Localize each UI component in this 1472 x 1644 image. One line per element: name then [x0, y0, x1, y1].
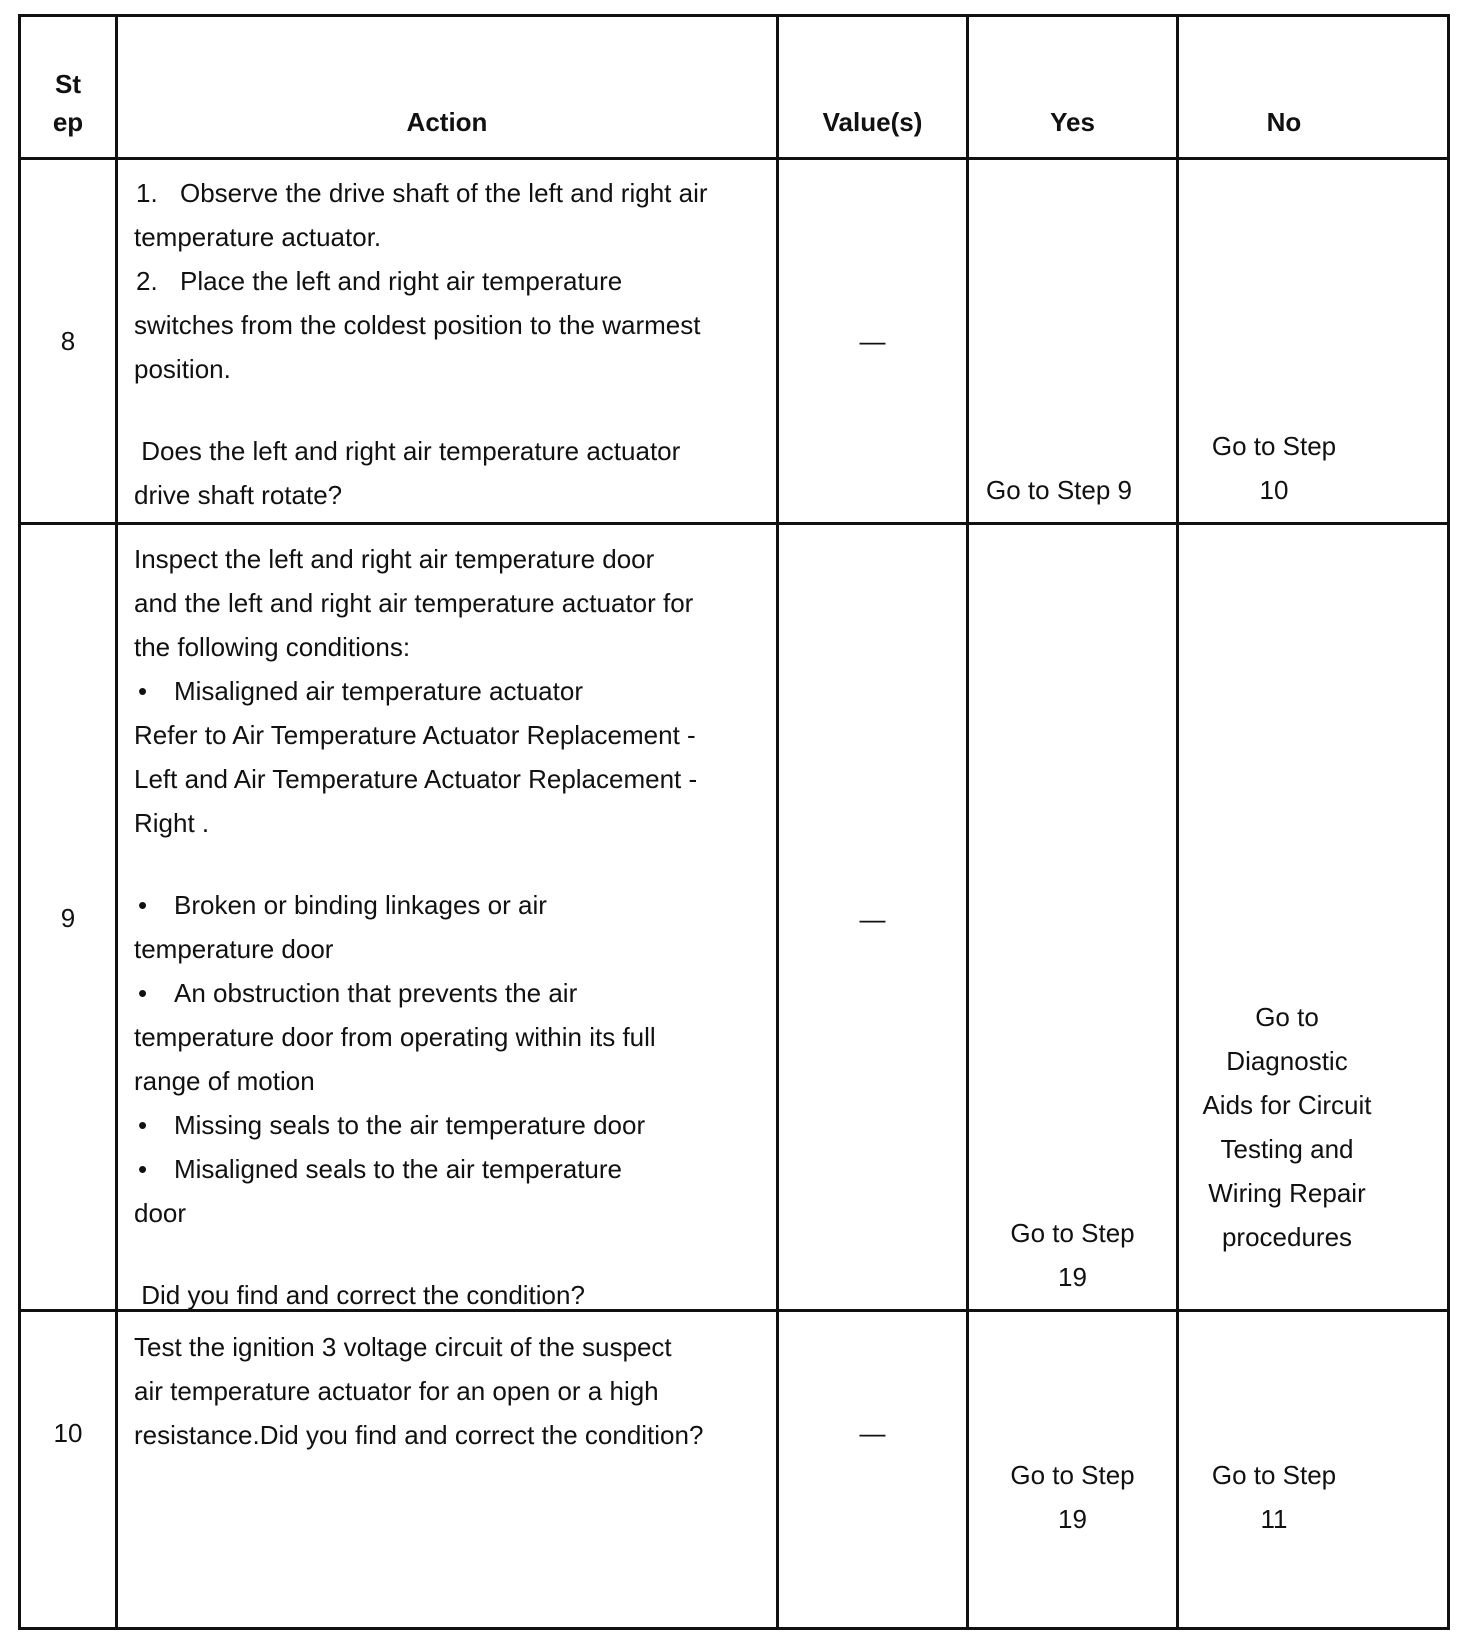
- header-values: Value(s): [822, 107, 923, 137]
- yes-cell: [969, 468, 1149, 512]
- action-line: the following conditions:: [134, 632, 411, 662]
- list-number: 1.: [136, 178, 158, 208]
- action-question: Did you find and correct the condition?: [134, 1280, 585, 1310]
- bullet: •: [138, 978, 148, 1008]
- no-line: 11: [1260, 1504, 1288, 1534]
- action-line: Observe the drive shaft of the left and right air: [180, 178, 708, 208]
- action-line: position.: [134, 354, 231, 384]
- yes-cell: [969, 1211, 1176, 1299]
- no-line: Go to Step: [1211, 1460, 1337, 1490]
- no-line: Wiring Repair: [1208, 1178, 1366, 1208]
- no-line: Testing and: [1220, 1134, 1354, 1164]
- yes-line: Go to Step: [1010, 1218, 1135, 1248]
- action-line: Place the left and right air temperature: [180, 266, 623, 296]
- column-divider: [1176, 17, 1179, 1627]
- bullet: •: [138, 1110, 148, 1140]
- action-bullet-text: An obstruction that prevents the air: [174, 978, 578, 1008]
- action-text-step-8: [134, 171, 774, 517]
- header-step-line: St: [55, 69, 81, 99]
- value-cell: —: [859, 326, 886, 356]
- no-cell: [1179, 424, 1369, 512]
- header-step: [21, 65, 115, 141]
- no-line: Aids for Circuit: [1202, 1090, 1372, 1120]
- no-cell: [1179, 1453, 1369, 1541]
- yes-line: 19: [1058, 1262, 1087, 1292]
- step-number: 9: [60, 903, 76, 933]
- bullet: •: [138, 1154, 148, 1184]
- value-cell: —: [859, 1418, 886, 1448]
- row-divider: [21, 522, 1447, 525]
- header-yes: Yes: [1050, 107, 1095, 137]
- yes-line: Go to Step: [1010, 1460, 1135, 1490]
- step-number: 8: [60, 326, 76, 356]
- action-question: Does the left and right air temperature actuator: [134, 436, 681, 466]
- step-number: 10: [53, 1418, 83, 1448]
- action-question: drive shaft rotate?: [134, 480, 343, 510]
- action-bullet-text: Missing seals to the air temperature door: [174, 1110, 646, 1140]
- row-divider: [21, 157, 1447, 160]
- action-bullet-text: Misaligned air temperature actuator: [174, 676, 583, 706]
- column-divider: [776, 17, 779, 1627]
- list-number: 2.: [136, 266, 158, 296]
- action-bullet-text: Misaligned seals to the air temperature: [174, 1154, 623, 1184]
- bullet: •: [138, 676, 148, 706]
- action-line: Test the ignition 3 voltage circuit of the suspect: [134, 1332, 672, 1362]
- action-line: Refer to Air Temperature Actuator Replacement -: [134, 720, 696, 750]
- bullet: •: [138, 890, 148, 920]
- yes-line: 19: [1058, 1504, 1087, 1534]
- action-line: temperature door from operating within its full: [134, 1022, 656, 1052]
- column-divider: [966, 17, 969, 1627]
- action-text-step-9: [134, 537, 774, 1317]
- yes-line: Go to Step 9: [986, 475, 1132, 505]
- action-line: switches from the coldest position to the warmest: [134, 310, 701, 340]
- action-line: resistance.Did you find and correct the condition?: [134, 1420, 704, 1450]
- no-line: Diagnostic: [1226, 1046, 1348, 1076]
- diagnostic-table: [18, 14, 1450, 1630]
- no-line: Go to: [1255, 1002, 1319, 1032]
- no-line: Go to Step: [1211, 431, 1337, 461]
- action-bullet-text: Broken or binding linkages or air: [174, 890, 547, 920]
- column-divider: [115, 17, 118, 1627]
- no-cell: [1179, 995, 1395, 1259]
- value-cell: —: [859, 904, 886, 934]
- action-line: Right .: [134, 808, 210, 838]
- action-line: Inspect the left and right air temperature door: [134, 544, 655, 574]
- action-text-step-10: [134, 1325, 774, 1457]
- action-line: Left and Air Temperature Actuator Replacement -: [134, 764, 698, 794]
- header-no: No: [1266, 107, 1302, 137]
- action-line: temperature actuator.: [134, 222, 382, 252]
- action-line: temperature door: [134, 934, 334, 964]
- header-action: Action: [406, 107, 488, 137]
- action-line: range of motion: [134, 1066, 315, 1096]
- header-step-line: ep: [52, 107, 84, 137]
- yes-cell: [969, 1453, 1176, 1541]
- no-line: 10: [1259, 475, 1289, 505]
- no-line: procedures: [1221, 1222, 1353, 1252]
- action-line: and the left and right air temperature actuator for: [134, 588, 694, 618]
- action-line: door: [134, 1198, 187, 1228]
- action-line: air temperature actuator for an open or a high: [134, 1376, 659, 1406]
